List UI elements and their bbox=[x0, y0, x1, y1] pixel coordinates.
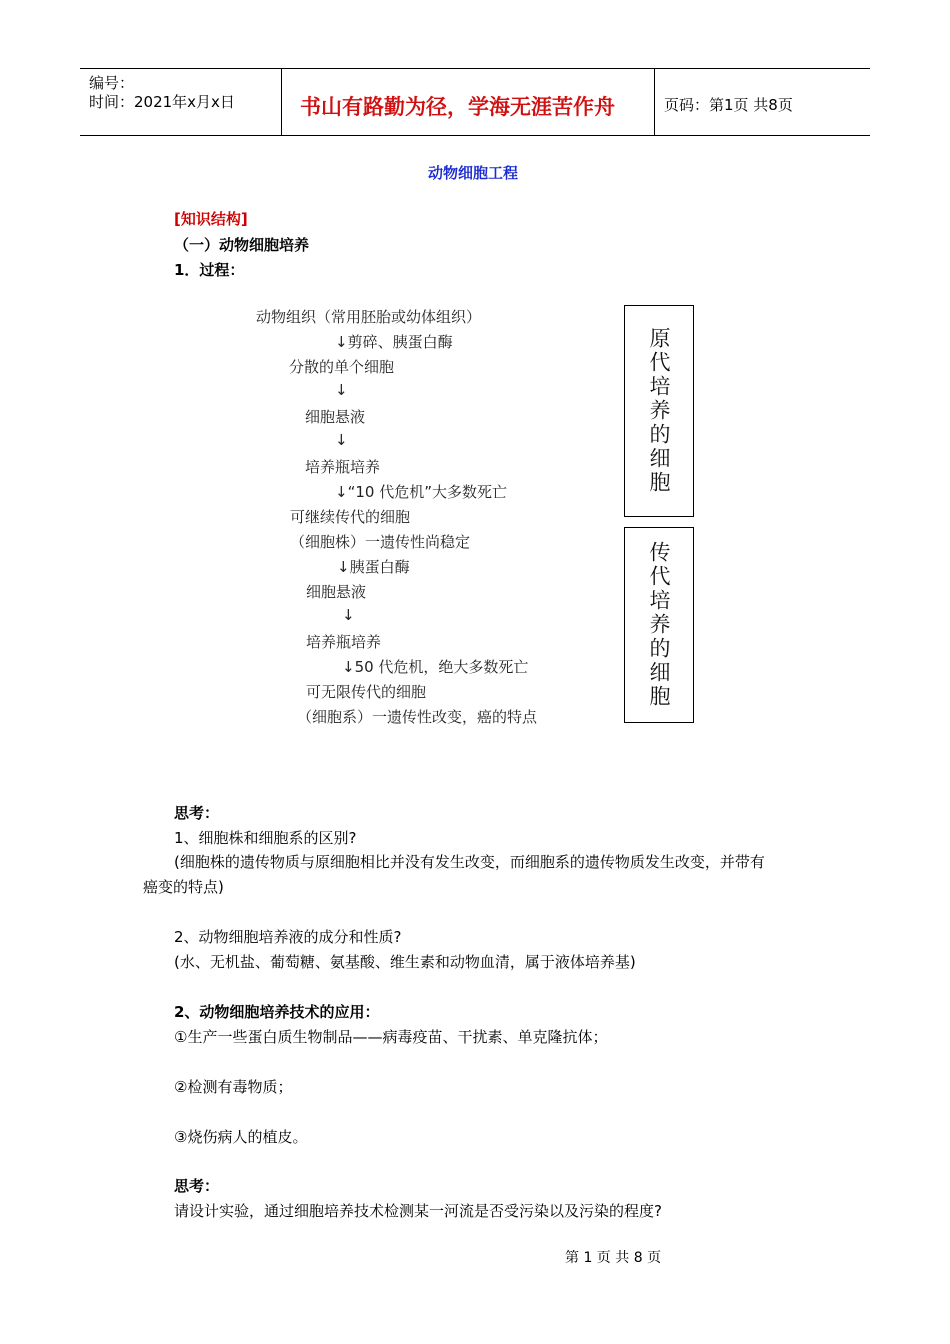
answer-1-line-2: 癌变的特点) bbox=[143, 878, 224, 896]
flow-line: 可无限传代的细胞 bbox=[306, 683, 427, 701]
think-label-2: 思考： bbox=[174, 1177, 220, 1195]
flow-line: 培养瓶培养 bbox=[306, 633, 382, 651]
header-divider-right bbox=[654, 68, 655, 136]
flow-line: ↓剪碎、胰蛋白酶 bbox=[335, 333, 453, 351]
header-bottom-rule bbox=[80, 135, 870, 136]
application-item: ②检测有毒物质； bbox=[174, 1078, 293, 1096]
header-motto: 书山有路勤为径，学海无涯苦作舟 bbox=[300, 95, 615, 119]
flow-line: 动物组织（常用胚胎或幼体组织） bbox=[256, 308, 482, 326]
header-page-code: 页码：第1页 共8页 bbox=[664, 96, 793, 114]
primary-culture-label: 原代培养的细胞 bbox=[647, 327, 671, 495]
header-time-label: 时间：2021年x月x日 bbox=[89, 93, 235, 111]
flow-line: 培养瓶培养 bbox=[305, 458, 381, 476]
question-2: 2、动物细胞培养液的成分和性质? bbox=[174, 928, 402, 946]
flow-arrow: ↓ bbox=[342, 606, 355, 624]
flow-line: （细胞系）一遗传性改变，癌的特点 bbox=[297, 708, 538, 726]
section-knowledge-structure: [知识结构] bbox=[174, 210, 248, 228]
header-number-label: 编号： bbox=[89, 74, 135, 92]
flow-arrow: ↓ bbox=[335, 431, 348, 449]
primary-culture-box bbox=[624, 305, 694, 517]
subculture-label: 传代培养的细胞 bbox=[647, 541, 671, 709]
document-title: 动物细胞工程 bbox=[428, 164, 519, 182]
flow-arrow: ↓ bbox=[335, 381, 348, 399]
applications-title: 2、动物细胞培养技术的应用： bbox=[174, 1003, 380, 1021]
application-item: ①生产一些蛋白质生物制品——病毒疫苗、干扰素、单克隆抗体； bbox=[174, 1028, 608, 1046]
subculture-box bbox=[624, 527, 694, 723]
item-process-title: 1．过程： bbox=[174, 261, 245, 279]
flow-line: 分散的单个细胞 bbox=[289, 358, 395, 376]
application-item: ③烧伤病人的植皮。 bbox=[174, 1128, 308, 1146]
think-label: 思考： bbox=[174, 804, 220, 822]
header-top-rule bbox=[80, 68, 870, 69]
flow-line: 可继续传代的细胞 bbox=[290, 508, 411, 526]
subsection-animal-cell-culture: （一）动物细胞培养 bbox=[174, 236, 310, 254]
flow-line: （细胞株）一遗传性尚稳定 bbox=[290, 533, 471, 551]
flow-line: ↓“10 代危机”大多数死亡 bbox=[335, 483, 507, 501]
answer-1-line-1: (细胞株的遗传物质与原细胞相比并没有发生改变，而细胞系的遗传物质发生改变，并带有 bbox=[174, 853, 765, 871]
question-1: 1、细胞株和细胞系的区别? bbox=[174, 829, 357, 847]
flow-line: ↓50 代危机，绝大多数死亡 bbox=[342, 658, 529, 676]
flow-line: ↓胰蛋白酶 bbox=[337, 558, 410, 576]
header-divider-left bbox=[281, 68, 282, 136]
page-footer: 第 1 页 共 8 页 bbox=[565, 1250, 662, 1266]
flow-line: 细胞悬液 bbox=[306, 583, 367, 601]
flow-line: 细胞悬液 bbox=[305, 408, 366, 426]
design-question: 请设计实验，通过细胞培养技术检测某一河流是否受污染以及污染的程度? bbox=[174, 1202, 662, 1220]
answer-2: (水、无机盐、葡萄糖、氨基酸、维生素和动物血清，属于液体培养基) bbox=[174, 953, 636, 971]
